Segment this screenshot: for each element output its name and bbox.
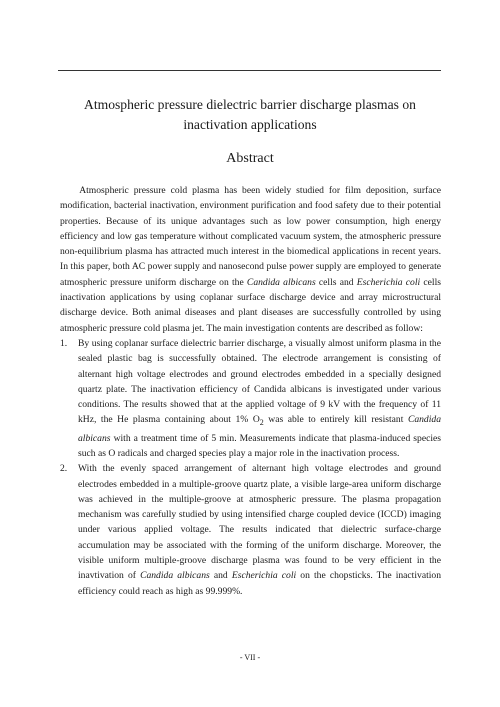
abstract-heading: Abstract: [226, 151, 274, 166]
title-line-1: Atmospheric pressure dielectric barrier discharge plasmas on: [84, 97, 416, 112]
item2-species-1: Candida albicans: [140, 570, 210, 582]
list-number-1: 1.: [60, 337, 68, 349]
list-number-2: 2.: [60, 463, 68, 475]
item2-text-1: With the evenly spaced arrangement of alternant high voltage electrodes and ground electrodes embedded in a multiple-groove quartz plate, a visible large-area uniform discharge was achieved in the multiple-groove at atmospheric pressure. The plasma propagation mechanism was carefully studied by using intensified charge coupled device (ICCD) imaging under various applied voltage. The results indicated that dielectric surface-charge accumulation may be associated with the forming of the uniform discharge. Moreover, the visible uniform multiple-groove discharge plasma was found to be very efficient in the inavtivation of: [78, 463, 441, 582]
item1-species: Candida albicans: [78, 414, 441, 444]
list-item-2: [60, 461, 441, 599]
list-item-1: [60, 336, 441, 461]
intro-text-3: cells inactivation applications by using coplanar surface discharge device and array microstructural discharge device. Both animal diseases and plant diseases are successfully controlled by using atmospheric pressure cold plasma jet. The main investigation contents are described as follow:: [60, 276, 441, 334]
item2-text-3: on the chopsticks. The inactivation efficiency could reach as high as 99.999%.: [78, 570, 441, 597]
intro-paragraph: [60, 183, 441, 336]
item1-text-3: with a treatment time of 5 min. Measurements indicate that plasma-induced species such as O radicals and charged species play a major role in the inactivation process.: [78, 432, 441, 459]
page-number: - VII -: [239, 653, 261, 662]
findings-list: [60, 336, 441, 599]
item1-text-1: By using coplanar surface dielectric barrier discharge, a visually almost uniform plasma in the sealed plastic bag is successfully obtained. The electrode arrangement is consisting of alternant high voltage electrodes and ground electrodes embedded in a specially designed quartz plate. The inactivation efficiency of Candida albicans is investigated under various conditions. The results showed that at the applied voltage of 9 kV with the frequency of 11 kHz, the He plasma containing about 1% O: [78, 337, 441, 426]
intro-text-1: Atmospheric pressure cold plasma has been widely studied for film deposition, surface modification, bacterial inactivation, environment purification and food safety due to their potential properties. Because of its unique advantages such as low power consumption, high energy efficiency and low gas temperature without complicated vacuum system, the atmospheric pressure non-equilibrium plasma has attracted much interest in the biomedical applications in recent years. In this paper, both AC power supply and nanosecond pulse power supply are employed to generate atmospheric pressure uniform discharge on the: [60, 185, 441, 288]
item1-text-2: was able to entirely kill resistant: [263, 414, 408, 426]
item2-species-2: Escherichia coli: [231, 570, 297, 582]
item2-text-2: and: [209, 570, 232, 582]
intro-species-1: Candida albicans: [246, 276, 316, 288]
header-rule: [58, 70, 441, 71]
title-line-2: inactivation applications: [183, 117, 317, 132]
abstract-body: [60, 183, 441, 599]
thesis-title: [60, 95, 440, 135]
item1-subscript: 2: [259, 418, 264, 428]
intro-species-2: Escherichia coli: [356, 276, 421, 288]
intro-text-2: cells and: [315, 276, 357, 288]
